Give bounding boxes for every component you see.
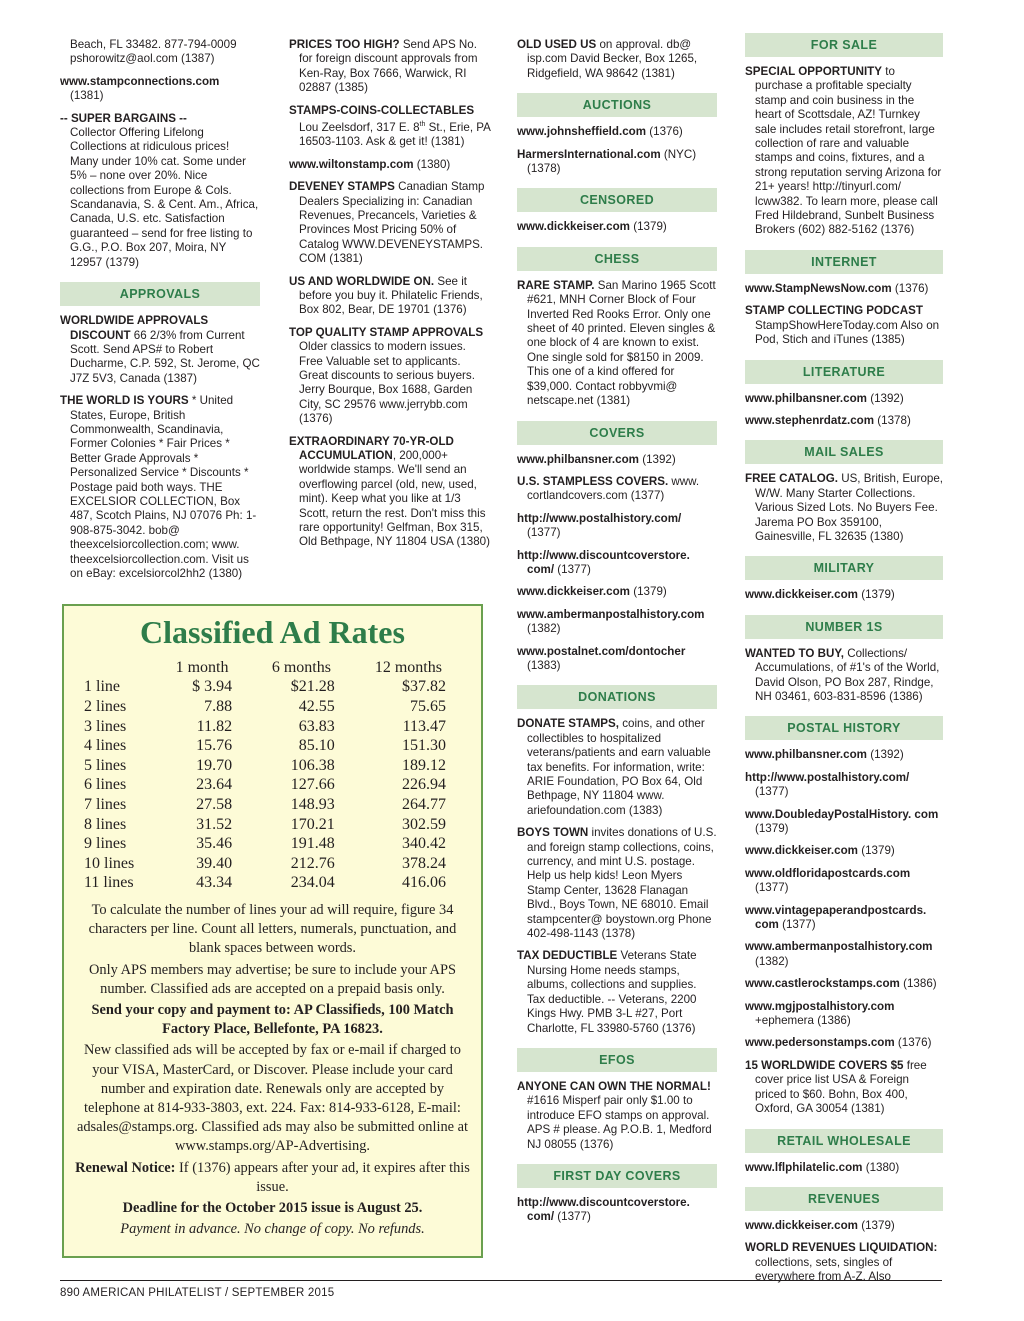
ad-link[interactable]: http://www.discountcoverstore. com/ <box>517 1195 690 1224</box>
column-3 <box>517 38 717 1233</box>
ad-link[interactable]: www.mgjpostalhistory.com <box>745 999 895 1013</box>
rates-price: 226.94 <box>402 776 446 794</box>
ad-prices-too-high: PRICES TOO HIGH? Send APS No. for foreign discount approvals from Ken-Ray, Box 7666, Warwick, RI 02887 (1385) <box>289 38 478 95</box>
rates-price: $ 3.94 <box>192 678 233 696</box>
ad-extraordinary: EXTRAORDINARY 70-YR-OLD ACCUMULATION, 200,000+ worldwide stamps. We'll send an overflowing parcel (old, new, used, mint). Keep what you like at 1/3 Scott, return the rest. Don't miss this rare opportunity! Gelfman, Box 315, Old Bethpage, NY 11804 USA (1380) <box>289 434 490 549</box>
rates-row <box>84 776 464 796</box>
ad-philbansner: www.philbansner.com (1392) <box>745 391 904 405</box>
rates-row <box>84 678 464 698</box>
ad-link[interactable]: www.dickkeiser.com <box>745 1218 858 1232</box>
ad-link[interactable]: www.DoubledayPostalHistory. com <box>745 807 939 821</box>
ad-harmers: HarmersInternational.com (NYC) (1378) <box>517 147 697 176</box>
ad-mgjpostalhistory: www.mgjpostalhistory.com +ephemera (1386) <box>745 999 895 1028</box>
section-header-retail-wholesale: RETAIL WHOLESALE <box>745 1129 943 1153</box>
rates-paragraph: New classified ads will be accepted by fax or e-mail if charged to your VISA, MasterCard, or Discover. Please include your card number and expiration date. Renewals only are accepted by telephone at 814-933-3803, ext. 224. Fax: 814-933-6128, E-mail: adsales@stamps.org. Classified ads may also be submitted online at www.stamps.org/AP-Advertising. <box>76 1042 469 1155</box>
ad-postalnet: www.postalnet.com/dontocher (1383) <box>517 644 686 672</box>
rates-price: 35.46 <box>196 835 233 853</box>
rates-price: 416.06 <box>402 874 446 892</box>
rates-price: 85.10 <box>298 737 335 755</box>
ad-link[interactable]: http://www.postalhistory.com/ <box>745 770 910 784</box>
section-header-approvals: APPROVALS <box>60 282 260 306</box>
rates-line-count: 2 lines <box>84 697 127 715</box>
rates-paragraph: Only APS members may advertise; be sure to include your APS number. Classified ads are accepted on a prepaid basis only. <box>89 961 456 997</box>
rates-price: 378.24 <box>402 854 446 872</box>
rates-price: 11.82 <box>196 717 233 735</box>
rates-price: 19.70 <box>196 756 233 774</box>
rates-line-count: 7 lines <box>84 795 127 813</box>
ad-vintagepaper: www.vintagepaperandpostcards. com (1377) <box>745 903 927 932</box>
section-header-internet: INTERNET <box>745 250 943 274</box>
rates-price: 42.55 <box>298 697 335 715</box>
section-header-covers: COVERS <box>517 421 717 445</box>
rates-price: 191.48 <box>290 835 335 853</box>
ad-philbansner: www.philbansner.com (1392) <box>517 452 676 466</box>
ad-link[interactable]: www.johnsheffield.com <box>517 125 647 139</box>
rates-line-count: 11 lines <box>84 874 134 892</box>
ad-dickkeiser: www.dickkeiser.com (1379) <box>745 844 895 858</box>
rates-paragraph: Send your copy and payment to: AP Classifieds, 100 Match Factory Place, Bellefonte, PA 16823. <box>91 1002 454 1038</box>
ad-link[interactable]: www.philbansner.com <box>745 391 867 405</box>
ad-link[interactable]: http://www.postalhistory.com/ <box>517 511 682 525</box>
ad-us-worldwide: US AND WORLDWIDE ON. See it before you buy it. Philatelic Friends, Box 802, Bear, DE 19701 (1376) <box>289 274 483 317</box>
rates-price: 75.65 <box>410 697 446 715</box>
section-header-military: MILITARY <box>745 556 943 580</box>
ad-link[interactable]: www.ambermanpostalhistory.com <box>517 607 705 621</box>
rates-price: 127.66 <box>290 776 335 794</box>
ad-ambermanpostalhistory: www.ambermanpostalhistory.com (1382) <box>745 940 933 968</box>
ad-link[interactable]: www.philbansner.com <box>745 748 867 762</box>
rates-row <box>84 815 464 835</box>
ad-oldfloridapostcards: www.oldfloridapostcards.com (1377) <box>745 866 911 895</box>
ad-us-stampless: U.S. STAMPLESS COVERS. www. cortlandcovers.com (1377) <box>517 474 700 503</box>
ad-dickkeiser: www.dickkeiser.com (1379) <box>517 585 667 599</box>
ad-stephenrdatz: www.stephenrdatz.com (1378) <box>745 413 911 427</box>
rates-price: 106.38 <box>290 756 335 774</box>
rates-col-header: 6 months <box>271 658 331 676</box>
ad-ambermanpostalhistory: www.ambermanpostalhistory.com (1382) <box>517 607 705 636</box>
section-header-chess: CHESS <box>517 247 717 271</box>
rates-table-body <box>84 678 464 894</box>
section-header-postal-history: POSTAL HISTORY <box>745 716 943 740</box>
section-header-for-sale: FOR SALE <box>745 33 943 57</box>
ad-boys-town: BOYS TOWN invites donations of U.S. and foreign stamp collections, coins, currency, and mint U.S. postage. Help us help kids! Leon Myers Stamp Center, 13628 Flanagan Blvd., Boys Town, NE 68010. Email stampcenter@ boystown.org Phone 402-498-1143 (1378) <box>517 826 717 941</box>
ad-link[interactable]: www.vintagepaperandpostcards. com <box>745 903 927 932</box>
rates-paragraph: To calculate the number of lines your ad will require, figure 34 characters per line. Count all letters, numerals, punctuation, and blank spaces between words. <box>88 902 457 957</box>
column-1 <box>60 38 260 589</box>
rates-price: 113.47 <box>402 717 446 735</box>
ad-link[interactable]: www.pedersonstamps.com <box>745 1036 895 1050</box>
column-4 <box>745 33 943 1293</box>
ad-deveney: DEVENEY STAMPS Canadian Stamp Dealers Specializing in: Canadian Revenues, Precancels, Varieties & Provinces Most Pricing 50% of Catalog WWW.DEVENEYSTAMPS. COM (1381) <box>289 180 485 266</box>
ad-johnsheffield: www.johnsheffield.com (1376) <box>517 125 683 139</box>
rates-row <box>84 874 464 894</box>
rates-price: 189.12 <box>402 756 446 774</box>
page-footer: 890 AMERICAN PHILATELIST / SEPTEMBER 2015 <box>60 1280 942 1299</box>
section-header-number-1s: NUMBER 1S <box>745 615 943 639</box>
rates-price: 27.58 <box>196 795 233 813</box>
ad-link[interactable]: www.dickkeiser.com <box>517 585 630 599</box>
ad-link[interactable]: www.wiltonstamp.com <box>289 157 414 171</box>
section-header-censored: CENSORED <box>517 188 717 212</box>
rates-row <box>84 756 464 776</box>
payment-notice: Payment in advance. No change of copy. No refunds. <box>120 1221 425 1238</box>
rates-price: 170.21 <box>290 815 335 833</box>
rates-price: 302.59 <box>402 815 446 833</box>
ad-world-revenues: WORLD REVENUES LIQUIDATION: collections, sets, singles of everywhere from A-Z. Also <box>745 1241 938 1284</box>
rates-header-row <box>84 658 464 678</box>
classified-ad-rates-box <box>62 604 483 1258</box>
ad-link[interactable]: www.postalnet.com/dontocher <box>517 644 686 658</box>
ad-super-bargains: -- SUPER BARGAINS -- Collector Offering Lifelong Collections at ridiculous prices! Many under 10% cat. Some under 5% – none over 20%. Nice collections from Europe & Cols. Scandanavia, S. & Cent. Am., Africa, Canada, U.S. etc. Satisfaction guaranteed – send for free listing to G.G., P.O. Box 207, Moira, NY 12957 (1379) <box>60 111 259 269</box>
rates-price: $21.28 <box>290 678 335 696</box>
rates-line-count: 4 lines <box>84 737 127 755</box>
column-2 <box>289 38 492 558</box>
ad-link[interactable]: www.dickkeiser.com <box>745 844 858 858</box>
ad-15-worldwide-covers: 15 WORLDWIDE COVERS $5 free cover price list USA & Foreign priced to $60. Bohn, Box 400, Oxford, GA 30054 (1381) <box>745 1058 927 1116</box>
ad-link[interactable]: www.dickkeiser.com <box>517 220 630 234</box>
ad-link[interactable]: www.stephenrdatz.com <box>745 413 875 427</box>
ad-postalhistory: http://www.postalhistory.com/ (1377) <box>517 511 682 540</box>
rates-price: 7.88 <box>204 697 233 715</box>
ad-stampnewsnow: www.StampNewsNow.com (1376) <box>745 281 929 295</box>
ad-podcast: STAMP COLLECTING PODCAST StampShowHereToday.com Also on Pod, Stich and iTunes (1385) <box>745 304 940 347</box>
rates-price: 39.40 <box>196 854 233 872</box>
rates-line-count: 10 lines <box>84 854 135 872</box>
section-header-mail-sales: MAIL SALES <box>745 440 943 464</box>
ad-dickkeiser: www.dickkeiser.com (1379) <box>745 588 895 602</box>
rates-price: 151.30 <box>402 737 446 755</box>
rates-row <box>84 697 464 717</box>
ad-wiltonstamp: www.wiltonstamp.com (1380) <box>289 157 451 171</box>
rates-price: 340.42 <box>402 835 446 853</box>
ad-wanted-to-buy: WANTED TO BUY, Collections/ Accumulations, of #1's of the World, David Olson, PO Box 287, Rindge, NH 03461, 603-831-8596 (1386) <box>745 646 940 703</box>
ad-link[interactable]: www.philbansner.com <box>517 452 639 466</box>
rates-line-count: 1 line <box>84 678 120 696</box>
section-header-efos: EFOS <box>517 1048 717 1072</box>
ad-philbansner: www.philbansner.com (1392) <box>745 748 904 762</box>
ad-stamps-coins: STAMPS-COINS-COLLECTABLES Lou Zeelsdorf, 317 E. 8th St., Erie, PA 16503-1103. Ask & get it! (1381) <box>289 103 491 149</box>
rates-price: 234.04 <box>290 874 335 892</box>
ad-discountcoverstore: http://www.discountcoverstore. com/ (1377) <box>517 548 690 576</box>
ad-top-quality: TOP QUALITY STAMP APPROVALS Older classics to modern issues. Free Valuable set to applicants. Great discounts to serious buyers. Jerry Bourque, Box 1688, Garden City, SC 29576 www.jerrybb.com (1376) <box>289 325 484 426</box>
rates-col-header: 1 month <box>175 658 229 676</box>
ad-tax-deductible: TAX DEDUCTIBLE Veterans State Nursing Home needs stamps, albums, collections and supplies. Tax deductible. -- Veterans, 2200 Kings Hwy. PMB 3-L #27, Port Charlotte, FL 33980-5760 (1376) <box>517 949 697 1035</box>
ad-stampconnections: www.stampconnections.com (1381) <box>60 74 220 103</box>
renewal-notice: Renewal Notice: If (1376) appears after your ad, it expires after this issue. <box>75 1159 470 1195</box>
rates-price: 264.77 <box>402 795 446 813</box>
ad-discountcoverstore: http://www.discountcoverstore. com/ (1377) <box>517 1195 690 1224</box>
ad-world-is-yours: THE WORLD IS YOURS * United States, Europe, British Commonwealth, Scandinavia, Former Colonies * Fair Prices * Better Grade Approvals * Personalized Service * Discounts * Postage paid both ways. THE EXCELSIOR COLLECTION, Box 487, Scotch Plains, NJ 07076 Ph: 1-908-875-3042. bob@ theexcelsiorcollection.com; www. theexcelsiorcollection.com. Visit us on eBay: excelsiorcol2hh2 (1380) <box>60 394 257 580</box>
rates-table <box>84 658 464 893</box>
section-header-auctions: AUCTIONS <box>517 93 717 117</box>
rates-price: 23.64 <box>196 776 233 794</box>
ad-link[interactable]: www.dickkeiser.com <box>745 588 858 602</box>
ad-castlerockstamps: www.castlerockstamps.com (1386) <box>745 977 937 991</box>
rates-line-count: 8 lines <box>84 815 127 833</box>
ad-worldwide-approvals: WORLDWIDE APPROVALS DISCOUNT 66 2/3% from Current Scott. Send APS# to Robert Ducharme, C.P. 592, St. Jerome, QC J7Z 5V3, Canada (1387) <box>60 314 260 385</box>
deadline-notice: Deadline for the October 2015 issue is August 25. <box>122 1200 423 1217</box>
ad-free-catalog: FREE CATALOG. US, British, Europe, W/W. Many Starter Collections. Various Sized Lots. No Buyers Fee. Jarema PO Box 359100, Gainesville, FL 32635 (1380) <box>745 472 944 543</box>
ad-anyone-can-own: ANYONE CAN OWN THE NORMAL! #1616 Misperf pair only $1.00 to introduce EFO stamps on approval. APS # please. Ag P.O.B. 1, Medford NJ 08055 (1376) <box>517 1079 712 1151</box>
rates-col-header: 12 months <box>374 658 442 676</box>
rates-price: 15.76 <box>196 737 233 755</box>
ad-link[interactable]: http://www.discountcoverstore. com/ <box>517 548 690 576</box>
rates-row <box>84 736 464 756</box>
section-header-donations: DONATIONS <box>517 685 717 709</box>
rates-row <box>84 854 464 874</box>
rates-price: 63.83 <box>298 717 335 735</box>
ad-link[interactable]: HarmersInternational.com <box>517 147 661 161</box>
section-header-first-day-covers: FIRST DAY COVERS <box>517 1164 717 1188</box>
ad-special-opportunity: SPECIAL OPPORTUNITY to purchase a profitable specialty stamp and coin business in the heart of Scottsdale, AZ! Turnkey sale includes retail storefront, large collection of rare and valuable stamps and coins, fixtures, and a strong reputation serving Arizona for 21+ years! http://tinyurl.com/ lcww382. To learn more, please call Fred Hildebrand, Sunbelt Business Brokers (602) 882-5162 (1376) <box>745 65 942 237</box>
ad-lflphilatelic: www.lflphilatelic.com (1380) <box>745 1160 900 1174</box>
ad-dickkeiser: www.dickkeiser.com (1379) <box>517 220 667 234</box>
ad-donate-stamps: DONATE STAMPS, coins, and other collectibles to hospitalized veterans/patients and earn valuable tax benefits. For information, write: ARIE Foundation, PO Box 64, Old Bethpage, NY 11804 www. ariefoundation.com (1383) <box>517 717 711 817</box>
rates-price: 212.76 <box>290 854 335 872</box>
ad-link[interactable]: www.castlerockstamps.com <box>745 977 900 991</box>
ad-link[interactable]: www.StampNewsNow.com <box>745 281 892 295</box>
rates-row <box>84 795 464 815</box>
rates-price: 43.34 <box>196 874 233 892</box>
ad-pedersonstamps: www.pedersonstamps.com (1376) <box>745 1036 932 1050</box>
section-header-literature: LITERATURE <box>745 360 943 384</box>
ad-link[interactable]: www.oldfloridapostcards.com <box>745 866 911 880</box>
rates-line-count: 5 lines <box>84 756 127 774</box>
ad-link[interactable]: www.lflphilatelic.com <box>745 1160 863 1174</box>
rates-title: Classified Ad Rates <box>140 614 405 650</box>
ad-dickkeiser: www.dickkeiser.com (1379) <box>745 1218 895 1232</box>
section-header-revenues: REVENUES <box>745 1187 943 1211</box>
rates-row <box>84 834 464 854</box>
ad-continuation: Beach, FL 33482. 877-794-0009 pshorowitz@aol.com (1387) <box>70 38 237 66</box>
ad-old-used-us: OLD USED US on approval. db@ isp.com David Becker, Box 1265, Ridgefield, WA 98642 (1381) <box>517 38 698 80</box>
rates-line-count: 6 lines <box>84 776 127 794</box>
rates-line-count: 3 lines <box>84 717 127 735</box>
rates-price: 31.52 <box>196 815 233 833</box>
ad-doubleday: www.DoubledayPostalHistory. com (1379) <box>745 807 939 835</box>
ad-rare-stamp: RARE STAMP. San Marino 1965 Scott #621, MNH Corner Block of Four Inverted Red Rooks Error. Only one sheet of 40 printed. Eleven singles & one block of 4 are known to exist. One single sold for $8150 in 2009. This one of a kind offered for $39,000. Contact robbyvmi@ netscape.net (1381) <box>517 278 716 408</box>
rates-line-count: 9 lines <box>84 835 127 853</box>
rates-row <box>84 717 464 737</box>
ad-link[interactable]: www.ambermanpostalhistory.com <box>745 940 933 954</box>
ad-link[interactable]: www.stampconnections.com <box>60 74 220 88</box>
rates-instructions <box>74 901 471 1241</box>
ad-postalhistory: http://www.postalhistory.com/ (1377) <box>745 770 910 799</box>
rates-price: 148.93 <box>290 795 335 813</box>
rates-price: $37.82 <box>402 678 446 696</box>
